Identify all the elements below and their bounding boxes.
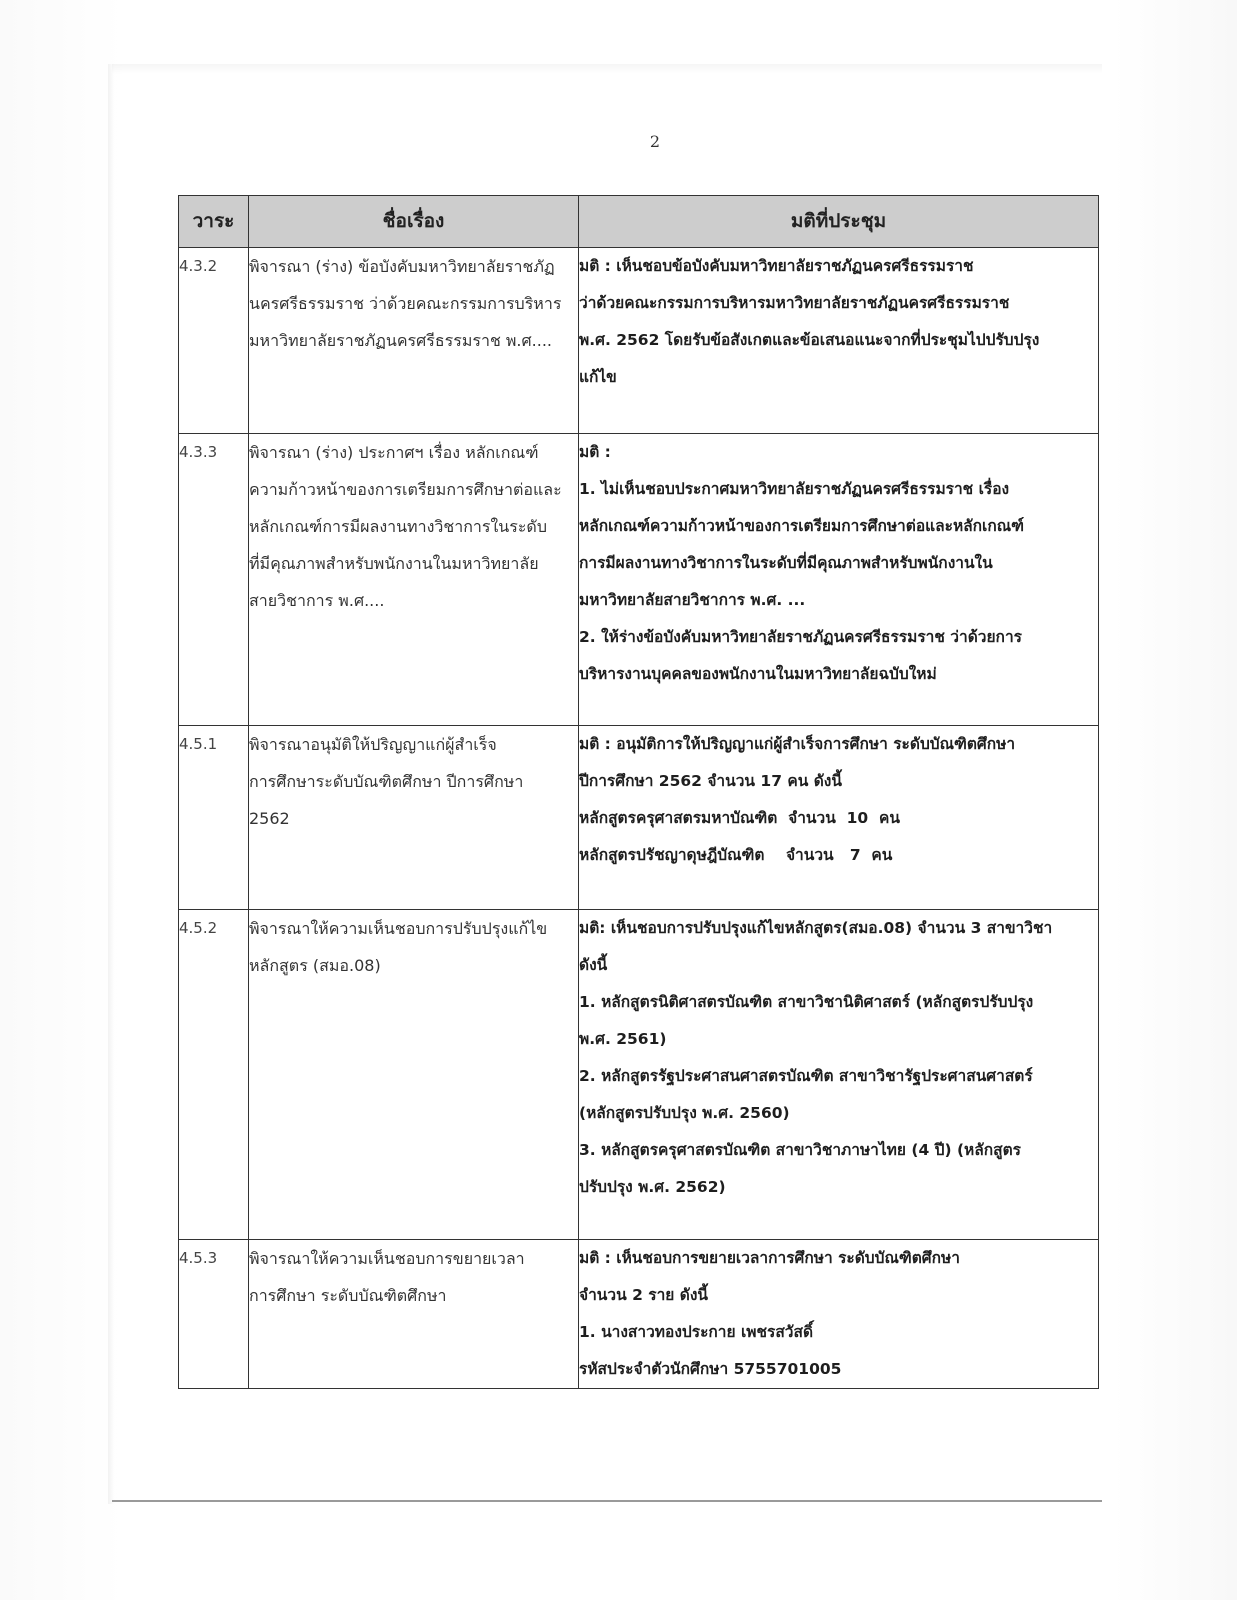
resolution-line: แก้ไข (579, 368, 617, 386)
resolution-cell (579, 910, 1099, 1240)
resolution-line: 1. หลักสูตรนิติศาสตรบัณฑิต สาขาวิชานิติศาสตร์ (หลักสูตรปรับปรุง (579, 993, 1034, 1011)
topic-line: พิจารณา (ร่าง) ประกาศฯ เรื่อง หลักเกณฑ์ (249, 443, 539, 462)
header-resolution: มติที่ประชุม (579, 196, 1099, 248)
topic-line: ที่มีคุณภาพสำหรับพนักงานในมหาวิทยาลัย (249, 554, 539, 573)
resolution-line: มติ : เห็นชอบการขยายเวลาการศึกษา ระดับบัณฑิตศึกษา (579, 1249, 960, 1267)
topic-line: ความก้าวหน้าของการเตรียมการศึกษาต่อและ (249, 480, 562, 499)
table-header-row (179, 196, 1099, 248)
topic-line: 2562 (249, 809, 290, 828)
topic-line: การศึกษาระดับบัณฑิตศึกษา ปีการศึกษา (249, 772, 524, 791)
resolution-line: รหัสประจำตัวนักศึกษา 5755701005 (579, 1360, 842, 1378)
resolution-line: มติ: เห็นชอบการปรับปรุงแก้ไขหลักสูตร(สมอ.08) จำนวน 3 สาขาวิชา (579, 919, 1053, 937)
resolution-line: หลักสูตรครุศาสตรมหาบัณฑิต จำนวน 10 คน (579, 809, 900, 827)
resolution-line: ว่าด้วยคณะกรรมการบริหารมหาวิทยาลัยราชภัฏนครศรีธรรมราช (579, 294, 1010, 312)
resolution-line: 1. ไม่เห็นชอบประกาศมหาวิทยาลัยราชภัฏนครศรีธรรมราช เรื่อง (579, 480, 1010, 498)
topic-line: มหาวิทยาลัยราชภัฏนครศรีธรรมราช พ.ศ.... (249, 331, 553, 350)
header-agenda: วาระ (179, 196, 249, 248)
topic-cell (249, 726, 579, 910)
meeting-resolutions-table (178, 195, 1099, 1389)
resolution-line: มติ : อนุมัติการให้ปริญญาแก่ผู้สำเร็จการศึกษา ระดับบัณฑิตศึกษา (579, 735, 1016, 753)
resolution-line: บริหารงานบุคคลของพนักงานในมหาวิทยาลัยฉบับใหม่ (579, 665, 937, 683)
resolution-line: (หลักสูตรปรับปรุง พ.ศ. 2560) (579, 1104, 790, 1122)
topic-line: พิจารณา (ร่าง) ข้อบังคับมหาวิทยาลัยราชภัฏ (249, 257, 555, 276)
resolution-cell (579, 434, 1099, 726)
resolution-line: หลักเกณฑ์ความก้าวหน้าของการเตรียมการศึกษาต่อและหลักเกณฑ์ (579, 517, 1024, 535)
header-topic: ชื่อเรื่อง (249, 196, 579, 248)
resolution-cell (579, 1240, 1099, 1389)
table-row (179, 434, 1099, 726)
resolution-line: จำนวน 2 ราย ดังนี้ (579, 1286, 708, 1304)
agenda-number: 4.5.2 (179, 910, 249, 1240)
topic-cell (249, 1240, 579, 1389)
resolution-line: 2. ให้ร่างข้อบังคับมหาวิทยาลัยราชภัฏนครศรีธรรมราช ว่าด้วยการ (579, 628, 1022, 646)
agenda-number: 4.5.3 (179, 1240, 249, 1389)
resolution-line: การมีผลงานทางวิชาการในระดับที่มีคุณภาพสำหรับพนักงานใน (579, 554, 993, 572)
agenda-number: 4.5.1 (179, 726, 249, 910)
resolution-line: มหาวิทยาลัยสายวิชาการ พ.ศ. ... (579, 591, 806, 609)
topic-line: หลักสูตร (สมอ.08) (249, 956, 381, 975)
resolution-line: ปีการศึกษา 2562 จำนวน 17 คน ดังนี้ (579, 772, 842, 790)
paper-edge-left (108, 64, 114, 1504)
topic-cell (249, 434, 579, 726)
topic-line: นครศรีธรรมราช ว่าด้วยคณะกรรมการบริหาร (249, 294, 562, 313)
topic-line: พิจารณาให้ความเห็นชอบการขยายเวลา (249, 1249, 525, 1268)
topic-cell (249, 910, 579, 1240)
topic-line: สายวิชาการ พ.ศ.... (249, 591, 385, 610)
table-row (179, 248, 1099, 434)
table-row (179, 726, 1099, 910)
resolution-line: หลักสูตรปรัชญาดุษฎีบัณฑิต จำนวน 7 คน (579, 846, 893, 864)
topic-line: หลักเกณฑ์การมีผลงานทางวิชาการในระดับ (249, 517, 547, 536)
resolution-cell (579, 248, 1099, 434)
agenda-number: 4.3.3 (179, 434, 249, 726)
resolution-line: พ.ศ. 2561) (579, 1030, 667, 1048)
resolution-line: มติ : (579, 443, 611, 461)
resolution-line: ดังนี้ (579, 956, 608, 974)
topic-cell (249, 248, 579, 434)
resolution-line: ปรับปรุง พ.ศ. 2562) (579, 1178, 726, 1196)
paper-edge-top (112, 64, 1102, 74)
topic-line: พิจารณาให้ความเห็นชอบการปรับปรุงแก้ไข (249, 919, 548, 938)
resolution-line: พ.ศ. 2562 โดยรับข้อสังเกตและข้อเสนอแนะจากที่ประชุมไปปรับปรุง (579, 331, 1040, 349)
topic-line: พิจารณาอนุมัติให้ปริญญาแก่ผู้สำเร็จ (249, 735, 497, 754)
paper-edge-bottom (112, 1500, 1102, 1502)
page-number: 2 (649, 132, 661, 151)
resolution-line: มติ : เห็นชอบข้อบังคับมหาวิทยาลัยราชภัฏนครศรีธรรมราช (579, 257, 974, 275)
topic-line: การศึกษา ระดับบัณฑิตศึกษา (249, 1286, 447, 1305)
resolution-line: 1. นางสาวทองประกาย เพชรสวัสดิ์ (579, 1323, 814, 1341)
resolution-line: 2. หลักสูตรรัฐประศาสนศาสตรบัณฑิต สาขาวิชารัฐประศาสนศาสตร์ (579, 1067, 1033, 1085)
table-row (179, 910, 1099, 1240)
table-row (179, 1240, 1099, 1389)
agenda-number: 4.3.2 (179, 248, 249, 434)
resolution-cell (579, 726, 1099, 910)
resolution-line: 3. หลักสูตรครุศาสตรบัณฑิต สาขาวิชาภาษาไทย (4 ปี) (หลักสูตร (579, 1141, 1021, 1159)
